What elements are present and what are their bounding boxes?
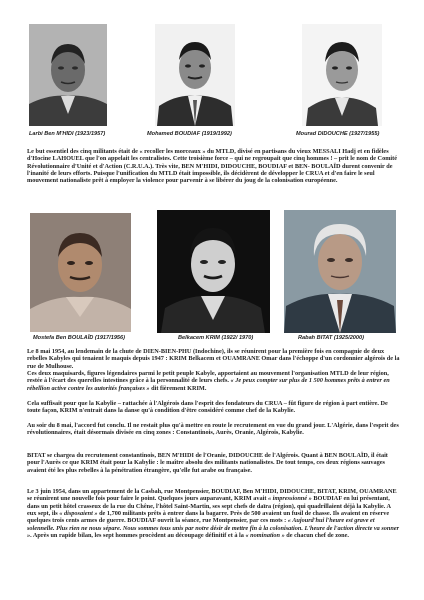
- text-segment: de chacun chef de zone.: [284, 532, 349, 540]
- text-segment: dit fièrement KRIM.: [149, 384, 207, 392]
- text-segment: Le 3 juin 1954, dans un appartement de la Casbah, rue Montpensier, BOUDIAF, Ben M'HIDI, DIDOUCHE, BITAT, KRIM, OUAMRANE se réunirent une nouvelle fois pour faire le point. Quelques jours auparavant, KRIM avait: [27, 488, 397, 503]
- photo-rabah-bitat: [284, 210, 396, 333]
- text-segment: Ces deux maquisards, figures légendaires parmi le petit peuple Kabyle, apportaient au mouvement l'organisation MTLD de leur région, restée à l'écart des querelles intestines grâce à la personnalité de leurs chefs.: [27, 370, 389, 385]
- portrait-image: [284, 210, 396, 333]
- text-segment: . Après un rapide bilan, les sept hommes procèdent au découpage définitif et à la: [30, 532, 246, 540]
- caption-mohamed-boudiaf: Mohamed BOUDIAF (1919/1992): [147, 131, 232, 137]
- portrait-image: [30, 213, 131, 332]
- photo-larbi-ben-mhidi: [29, 24, 107, 126]
- paragraph-recrutement: BITAT se chargea du recrutement constantinois, BEN M'HIDI de l'Oranie, DIDOUCHE de l'Algérois. Quant à BEN BOULAÏD, il était pour l'Aurès ce que KRIM était pour la Kabylie : le maître absolu des militants nationalistes. De tout temps, ces deux régions sauvages avaient été les plus rebelles à la pénétration étrangère, qu'elle fut arabe ou française.: [27, 452, 388, 474]
- photo-mostefa-ben-boulaid: [30, 213, 131, 332]
- portrait-image: [157, 210, 270, 333]
- quote-disposaient: « disposaient »: [59, 510, 98, 518]
- quote-nomination: « nomination »: [245, 532, 285, 540]
- text-segment: de 1,700 militants prêts à entrer dans la bagarre. Près de 500 avaient un fusil de chasse. Ils avaient en réserve quelques trois cents armes de guerre. BOUDIAF ouvrit la séance, rue Montpensier, par ces mots :: [27, 510, 390, 525]
- portrait-image: [302, 24, 382, 126]
- text-segment: BOUDIAF en lui présentant, dans un petit hôtel crasseux de la rue du Chêne, l'hôtel Saint-Martin, ses sept chefs de daïra (région), qui quadrillaient déjà la Kabylie. A eux sept, ils: [27, 495, 391, 518]
- photo-mourad-didouche: [302, 24, 382, 126]
- caption-larbi-ben-mhidi: Larbi Ben M'HIDI (1923/1957): [29, 131, 106, 137]
- photo-mohamed-boudiaf: [155, 24, 235, 126]
- paragraph-3-juin-1954: [27, 488, 401, 539]
- caption-belkacem-krim: Belkacem KRIM (1922/ 1970): [178, 335, 254, 341]
- caption-mostefa-ben-boulaid: Mostefa Ben BOULAÏD (1917/1956): [33, 335, 126, 341]
- caption-rabah-bitat: Rabah BITAT (1925/2000): [298, 335, 365, 341]
- paragraph-maquisards: [27, 370, 401, 392]
- paragraph-accord: Au soir du 8 mai, l'accord fut conclu. Il ne restait plus qu'à mettre en route le recrutement en vue du grand jour. L'Algérie, dans l'esprit des révolutionnaires, était désormais divisée en cinq zones : Constantinois, Aurès, Oranie, Algérois, Kabylie.: [27, 422, 399, 437]
- boudiaf-quote: « Aujourd'hui l'heure est grave et solennelle. Plus rien ne nous sépare. Nous sommes tous unis par notre désir de mettre fin à la colonisation. L'heure de l'action directe va sonner »: [27, 517, 400, 540]
- intro-paragraph: Le but essentiel des cinq militants était de « recoller les morceaux » du MTLD, divisé en partisans du vieux MESSALI Hadj et en fidèles d'Hocine LAHOUEL que l'on appelait les centralistes. Cette troisième force – qui ne regroupait que cinq hommes ! – prit le nom de Comité Révolutionnaire d'Unité et d'Action (C.R.U.A.). Très vite, BEN M'HIDI, DIDOUCHE, BOUDIAF et BEN- BOULAÏD durent convenir de l'inanité de leurs efforts. Puisque l'unification du MTLD était impossible, ils décidèrent de développer le CRUA et d'en faire le seul mouvement nationaliste prêt à employer la violence pour parvenir à se libérer du joug de la colonisation européenne.: [27, 148, 397, 185]
- portrait-image: [29, 24, 107, 126]
- paragraph-8-mai-1954: Le 8 mai 1954, au lendemain de la chute de DIEN-BIEN-PHU (Indochine), ils se réunirent pour la première fois en compagnie de deux rebelles Kabyles qui tenaient le maquis depuis 1947 : KRIM Belkacem et OUAMRANE Omar dans l'échoppe d'un cordonnier algérois de la rue de Mulhouse.: [27, 348, 400, 370]
- paragraph-kabylie: Cela suffisait pour que la Kabylie – rattachée à l'Algérois dans l'esprit des fondateurs du CRUA – fût figure de région à part entière. De toute façon, KRIM n'entrait dans la danse qu'à condition d'être considéré comme chef de la Kabylie.: [27, 400, 388, 415]
- quote-impressionne: « impressionné »: [267, 495, 312, 503]
- krim-quote: « Je peux compter sur plus de 1 500 hommes prêts à entrer en rébellion active contre les autorités françaises »: [27, 377, 390, 392]
- caption-mourad-didouche: Mourad DIDOUCHE (1927/1955): [296, 131, 380, 137]
- portrait-image: [155, 24, 235, 126]
- photo-belkacem-krim: [157, 210, 270, 333]
